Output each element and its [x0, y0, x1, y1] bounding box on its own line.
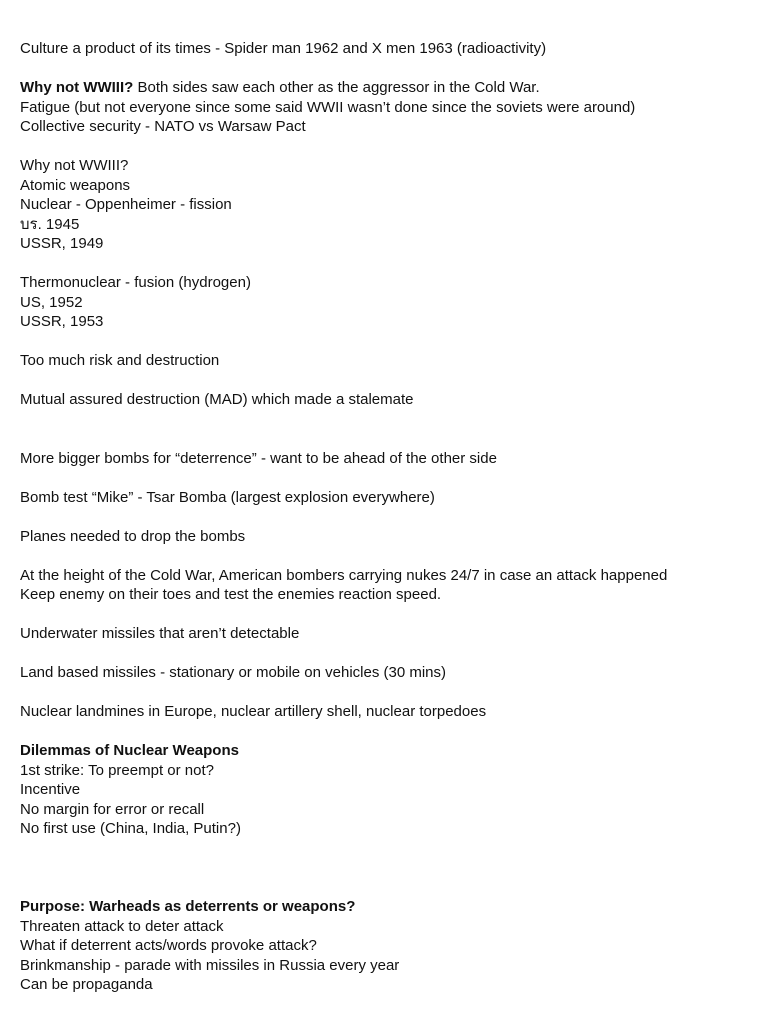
- note-line: USSR, 1953: [20, 313, 104, 330]
- note-line: Brinkmanship - parade with missiles in Russia every year: [20, 956, 400, 974]
- note-line: Can be propaganda: [20, 976, 153, 993]
- note-line: Bomb test “Mike” - Tsar Bomba (largest explosion everywhere): [20, 488, 435, 506]
- note-line: Underwater missiles that aren’t detectable: [20, 625, 300, 642]
- notes-document: [20, 39, 760, 995]
- note-line: Keep enemy on their toes and test the enemies reaction speed.: [20, 586, 442, 603]
- section-heading: Why not WWIII?: [20, 79, 134, 96]
- note-line: Thermonuclear - fusion (hydrogen): [20, 274, 251, 291]
- note-line: Nuclear - Oppenheimer - fission: [20, 196, 232, 213]
- note-line: Nuclear landmines in Europe, nuclear artillery shell, nuclear torpedoes: [20, 703, 487, 720]
- note-line: Land based missiles - stationary or mobile on vehicles (30 mins): [20, 664, 447, 681]
- section-heading: Dilemmas of Nuclear Weapons: [20, 742, 239, 759]
- section-heading: Purpose: Warheads as deterrents or weapons?: [20, 898, 356, 915]
- note-line: Mutual assured destruction (MAD) which made a stalemate: [20, 391, 414, 408]
- note-line: No margin for error or recall: [20, 800, 205, 818]
- note-line: US, 1952: [20, 293, 83, 311]
- note-line: USSR, 1949: [20, 235, 104, 252]
- note-line: At the height of the Cold War, American bombers carrying nukes 24/7 in case an attack happened: [20, 566, 668, 584]
- note-line: What if deterrent acts/words provoke attack?: [20, 937, 317, 954]
- note-line: Collective security - NATO vs Warsaw Pact: [20, 118, 306, 135]
- note-line: Atomic weapons: [20, 176, 131, 194]
- note-line: Why not WWIII?: [20, 157, 129, 174]
- note-line: Planes needed to drop the bombs: [20, 527, 246, 545]
- note-line: 1st strike: To preempt or not?: [20, 761, 214, 779]
- note-line: Too much risk and destruction: [20, 352, 220, 369]
- note-line: บร. 1945: [20, 215, 80, 233]
- note-line: [20, 78, 760, 98]
- note-line: Fatigue (but not everyone since some said WWII wasn’t done since the soviets were around): [20, 98, 636, 116]
- note-line: Culture a product of its times - Spider man 1962 and X men 1963 (radioactivity): [20, 40, 547, 57]
- note-line: Incentive: [20, 781, 81, 798]
- note-line: More bigger bombs for “deterrence” - want to be ahead of the other side: [20, 449, 497, 467]
- note-line: No first use (China, India, Putin?): [20, 820, 241, 837]
- note-line: Threaten attack to deter attack: [20, 917, 224, 935]
- note-text: Both sides saw each other as the aggressor in the Cold War.: [133, 79, 540, 96]
